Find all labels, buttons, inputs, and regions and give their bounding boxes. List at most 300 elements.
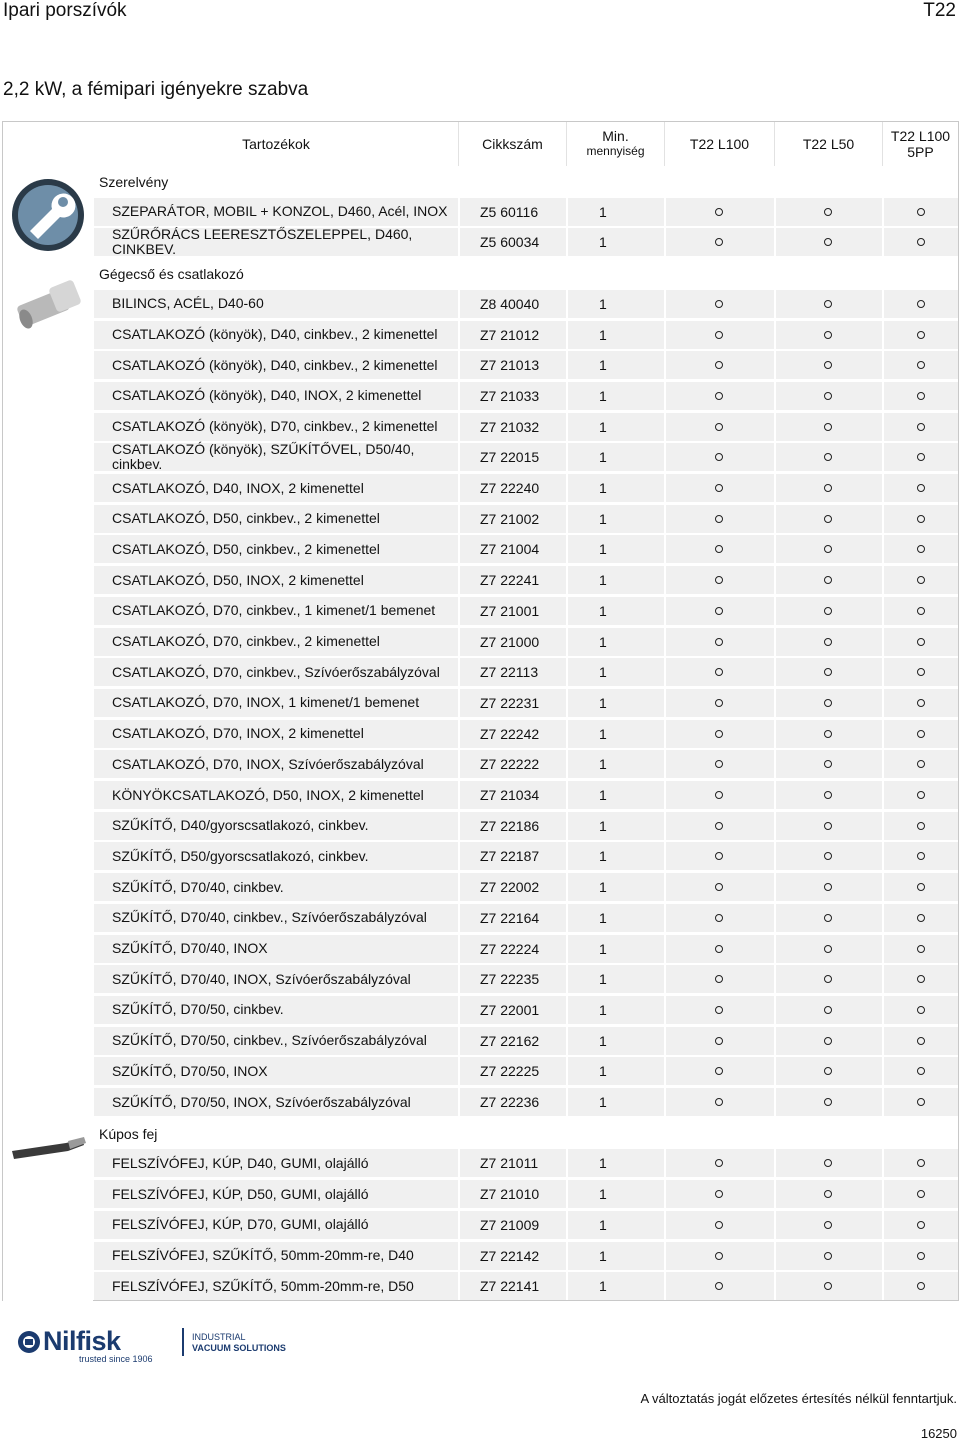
- availability-model-1: [664, 351, 772, 379]
- division-line-2: VACUUM SOLUTIONS: [192, 1343, 286, 1353]
- availability-model-1: [664, 965, 772, 993]
- table-row: [94, 965, 958, 993]
- availability-model-3: [882, 198, 958, 226]
- availability-circle-icon: [824, 300, 832, 308]
- item-code: Z7 21013: [458, 351, 564, 379]
- item-description: SZŰKÍTŐ, D70/50, cinkbev.: [112, 1001, 284, 1018]
- item-min-qty: 1: [566, 658, 662, 686]
- availability-model-2: [774, 1057, 880, 1085]
- item-code: Z7 22002: [458, 873, 564, 901]
- item-code: Z7 21010: [458, 1180, 564, 1208]
- table-row: [94, 413, 958, 441]
- availability-circle-icon: [917, 331, 925, 339]
- availability-circle-icon: [715, 1006, 723, 1014]
- item-description: CSATLAKOZÓ, D70, cinkbev., 2 kimenettel: [112, 633, 380, 649]
- availability-circle-icon: [824, 1190, 832, 1198]
- availability-circle-icon: [824, 730, 832, 738]
- item-min-qty: 1: [566, 597, 662, 625]
- item-min-qty: 1: [566, 750, 662, 778]
- item-description: CSATLAKOZÓ, D70, cinkbev., 1 kimenet/1 bemenet: [112, 602, 436, 619]
- availability-circle-icon: [824, 331, 832, 339]
- availability-circle-icon: [715, 822, 723, 830]
- table-row: [94, 597, 958, 625]
- availability-circle-icon: [715, 423, 723, 431]
- availability-model-3: [882, 1088, 958, 1116]
- availability-model-3: [882, 443, 958, 471]
- availability-model-2: [774, 812, 880, 840]
- availability-circle-icon: [824, 1282, 832, 1290]
- availability-circle-icon: [824, 1006, 832, 1014]
- item-code: Z7 21004: [458, 535, 564, 563]
- item-min-qty: 1: [566, 781, 662, 809]
- availability-model-2: [774, 413, 880, 441]
- item-description: CSATLAKOZÓ (könyök), D40, INOX, 2 kimenettel: [112, 387, 422, 404]
- availability-model-2: [774, 873, 880, 901]
- availability-circle-icon: [824, 576, 832, 584]
- availability-model-1: [664, 382, 772, 410]
- availability-circle-icon: [715, 760, 723, 768]
- availability-model-1: [664, 689, 772, 717]
- availability-circle-icon: [824, 791, 832, 799]
- availability-circle-icon: [917, 1190, 925, 1198]
- availability-circle-icon: [824, 668, 832, 676]
- table-row: [94, 1027, 958, 1055]
- availability-model-2: [774, 198, 880, 226]
- col-model-3: T22 L100 5PP: [882, 122, 958, 166]
- item-description: FELSZÍVÓFEJ, KÚP, D40, GUMI, olajálló: [112, 1154, 369, 1171]
- availability-circle-icon: [715, 883, 723, 891]
- availability-model-2: [774, 1272, 880, 1300]
- item-code: Z7 22141: [458, 1272, 564, 1300]
- table-row: [94, 382, 958, 410]
- item-description: CSATLAKOZÓ, D50, cinkbev., 2 kimenettel: [112, 540, 380, 557]
- table-row: [94, 689, 958, 717]
- item-min-qty: 1: [566, 351, 662, 379]
- table-row: [94, 198, 958, 226]
- availability-circle-icon: [917, 545, 925, 553]
- item-code: Z7 22015: [458, 443, 564, 471]
- availability-circle-icon: [824, 914, 832, 922]
- item-description: BILINCS, ACÉL, D40-60: [112, 295, 264, 312]
- availability-circle-icon: [824, 423, 832, 431]
- item-min-qty: 1: [566, 628, 662, 656]
- availability-circle-icon: [715, 945, 723, 953]
- availability-circle-icon: [715, 730, 723, 738]
- col-code: Cikkszám: [458, 122, 566, 166]
- availability-model-2: [774, 996, 880, 1024]
- availability-circle-icon: [715, 331, 723, 339]
- availability-model-2: [774, 689, 880, 717]
- item-min-qty: 1: [566, 965, 662, 993]
- availability-circle-icon: [715, 1037, 723, 1045]
- item-description: CSATLAKOZÓ, D50, INOX, 2 kimenettel: [112, 571, 364, 588]
- availability-circle-icon: [715, 576, 723, 584]
- category-row: [94, 259, 958, 287]
- table-row: [94, 290, 958, 318]
- item-min-qty: 1: [566, 382, 662, 410]
- disclaimer-note: A változtatás jogát előzetes értesítés nélkül fenntartjuk.: [640, 1391, 957, 1406]
- availability-model-2: [774, 1149, 880, 1177]
- availability-circle-icon: [824, 484, 832, 492]
- availability-circle-icon: [715, 361, 723, 369]
- availability-model-3: [882, 1180, 958, 1208]
- item-code: Z7 22240: [458, 474, 564, 502]
- availability-circle-icon: [917, 1159, 925, 1167]
- division-line-1: INDUSTRIAL: [192, 1332, 246, 1342]
- availability-model-2: [774, 597, 880, 625]
- connector-image: [3, 259, 93, 1119]
- section-title: Ipari porszívók: [3, 0, 127, 21]
- availability-circle-icon: [715, 914, 723, 922]
- availability-model-1: [664, 1057, 772, 1085]
- availability-circle-icon: [917, 576, 925, 584]
- availability-model-3: [882, 505, 958, 533]
- page-number: 16250: [920, 1426, 957, 1441]
- item-description: SZŰKÍTŐ, D70/50, INOX, Szívóerőszabályzóval: [112, 1093, 411, 1110]
- item-min-qty: 1: [566, 904, 662, 932]
- availability-circle-icon: [824, 1037, 832, 1045]
- item-min-qty: 1: [566, 566, 662, 594]
- item-description: SZŰKÍTŐ, D70/40, cinkbev.: [112, 878, 284, 895]
- availability-model-1: [664, 1242, 772, 1270]
- availability-model-2: [774, 321, 880, 349]
- availability-model-2: [774, 382, 880, 410]
- availability-circle-icon: [715, 791, 723, 799]
- availability-circle-icon: [824, 208, 832, 216]
- availability-model-2: [774, 1242, 880, 1270]
- availability-model-2: [774, 443, 880, 471]
- availability-circle-icon: [715, 1190, 723, 1198]
- availability-model-3: [882, 1272, 958, 1300]
- availability-circle-icon: [917, 484, 925, 492]
- item-description: CSATLAKOZÓ (könyök), D70, cinkbev., 2 kimenettel: [112, 418, 438, 435]
- availability-circle-icon: [917, 1098, 925, 1106]
- availability-circle-icon: [715, 208, 723, 216]
- availability-circle-icon: [824, 392, 832, 400]
- availability-circle-icon: [917, 361, 925, 369]
- page-subtitle: 2,2 kW, a fémipari igényekre szabva: [3, 79, 309, 100]
- item-min-qty: 1: [566, 1027, 662, 1055]
- availability-model-1: [664, 1180, 772, 1208]
- availability-model-1: [664, 413, 772, 441]
- availability-circle-icon: [917, 914, 925, 922]
- availability-model-1: [664, 443, 772, 471]
- item-code: Z7 22236: [458, 1088, 564, 1116]
- availability-model-1: [664, 1149, 772, 1177]
- availability-circle-icon: [715, 238, 723, 246]
- item-description: SZŰKÍTŐ, D70/40, cinkbev., Szívóerőszabályzóval: [112, 909, 427, 926]
- item-description: CSATLAKOZÓ, D70, INOX, 2 kimenettel: [112, 725, 364, 742]
- availability-circle-icon: [715, 607, 723, 615]
- top-bar: [0, 0, 960, 22]
- availability-circle-icon: [824, 1067, 832, 1075]
- availability-circle-icon: [715, 1159, 723, 1167]
- table-row: [94, 351, 958, 379]
- table-row: [94, 1149, 958, 1177]
- availability-circle-icon: [917, 975, 925, 983]
- table-row: [94, 566, 958, 594]
- item-min-qty: 1: [566, 1272, 662, 1300]
- item-code: Z7 22235: [458, 965, 564, 993]
- item-code: Z7 21009: [458, 1211, 564, 1239]
- item-code: Z7 22001: [458, 996, 564, 1024]
- availability-model-3: [882, 566, 958, 594]
- logo-text: Nilfisk: [43, 1326, 121, 1356]
- availability-model-3: [882, 996, 958, 1024]
- availability-circle-icon: [917, 638, 925, 646]
- availability-model-1: [664, 935, 772, 963]
- availability-circle-icon: [824, 822, 832, 830]
- availability-circle-icon: [715, 1221, 723, 1229]
- availability-model-3: [882, 382, 958, 410]
- availability-circle-icon: [824, 975, 832, 983]
- item-code: Z7 21001: [458, 597, 564, 625]
- item-description: SZŰKÍTŐ, D70/50, INOX: [112, 1062, 268, 1079]
- item-description: FELSZÍVÓFEJ, SZŰKÍTŐ, 50mm-20mm-re, D50: [112, 1277, 414, 1294]
- item-description: CSATLAKOZÓ, D50, cinkbev., 2 kimenettel: [112, 510, 380, 527]
- table-row: [94, 505, 958, 533]
- item-min-qty: 1: [566, 1211, 662, 1239]
- availability-model-3: [882, 750, 958, 778]
- item-min-qty: 1: [566, 321, 662, 349]
- item-code: Z7 22231: [458, 689, 564, 717]
- availability-model-2: [774, 1088, 880, 1116]
- availability-circle-icon: [824, 1221, 832, 1229]
- availability-model-2: [774, 842, 880, 870]
- availability-model-3: [882, 1027, 958, 1055]
- item-min-qty: 1: [566, 413, 662, 441]
- availability-model-3: [882, 812, 958, 840]
- item-code: Z7 21000: [458, 628, 564, 656]
- item-min-qty: 1: [566, 1242, 662, 1270]
- availability-model-3: [882, 228, 958, 256]
- availability-model-2: [774, 1211, 880, 1239]
- availability-model-1: [664, 812, 772, 840]
- availability-circle-icon: [917, 699, 925, 707]
- col-min-qty-line1: Min.: [602, 128, 629, 144]
- availability-circle-icon: [917, 730, 925, 738]
- availability-circle-icon: [917, 1006, 925, 1014]
- item-min-qty: 1: [566, 996, 662, 1024]
- availability-model-1: [664, 1211, 772, 1239]
- availability-circle-icon: [824, 699, 832, 707]
- availability-model-1: [664, 1027, 772, 1055]
- availability-circle-icon: [715, 1098, 723, 1106]
- availability-circle-icon: [824, 361, 832, 369]
- availability-model-3: [882, 935, 958, 963]
- item-min-qty: 1: [566, 443, 662, 471]
- availability-model-2: [774, 781, 880, 809]
- table-row: [94, 904, 958, 932]
- table-row: [94, 628, 958, 656]
- table-row: [94, 1180, 958, 1208]
- availability-circle-icon: [824, 1252, 832, 1260]
- availability-model-1: [664, 628, 772, 656]
- table-row: [94, 658, 958, 686]
- item-min-qty: 1: [566, 228, 662, 256]
- availability-circle-icon: [917, 238, 925, 246]
- table-row: [94, 1242, 958, 1270]
- category-row: [94, 1119, 958, 1147]
- availability-model-2: [774, 720, 880, 748]
- col-accessories: Tartozékok: [242, 136, 310, 152]
- availability-model-3: [882, 781, 958, 809]
- availability-circle-icon: [715, 699, 723, 707]
- item-description: FELSZÍVÓFEJ, KÚP, D50, GUMI, olajálló: [112, 1185, 369, 1202]
- item-code: Z7 21034: [458, 781, 564, 809]
- item-description: SZŰKÍTŐ, D70/40, INOX, Szívóerőszabályzóval: [112, 970, 411, 987]
- table-row: [94, 443, 958, 471]
- item-description: FELSZÍVÓFEJ, KÚP, D70, GUMI, olajálló: [112, 1216, 369, 1233]
- availability-model-3: [882, 290, 958, 318]
- category-label: Szerelvény: [99, 174, 169, 190]
- availability-model-3: [882, 842, 958, 870]
- availability-circle-icon: [715, 1282, 723, 1290]
- item-min-qty: 1: [566, 535, 662, 563]
- availability-circle-icon: [824, 607, 832, 615]
- availability-circle-icon: [824, 238, 832, 246]
- table-row: [94, 750, 958, 778]
- availability-model-2: [774, 228, 880, 256]
- availability-circle-icon: [917, 208, 925, 216]
- availability-circle-icon: [824, 883, 832, 891]
- availability-circle-icon: [917, 791, 925, 799]
- availability-circle-icon: [715, 852, 723, 860]
- item-min-qty: 1: [566, 1057, 662, 1085]
- item-code: Z7 22224: [458, 935, 564, 963]
- availability-model-3: [882, 658, 958, 686]
- availability-circle-icon: [715, 515, 723, 523]
- availability-circle-icon: [917, 945, 925, 953]
- availability-model-2: [774, 935, 880, 963]
- availability-model-2: [774, 474, 880, 502]
- item-code: Z7 21002: [458, 505, 564, 533]
- availability-circle-icon: [917, 822, 925, 830]
- availability-circle-icon: [917, 760, 925, 768]
- availability-model-2: [774, 658, 880, 686]
- table-row: [94, 781, 958, 809]
- availability-circle-icon: [715, 392, 723, 400]
- availability-circle-icon: [715, 484, 723, 492]
- availability-model-3: [882, 321, 958, 349]
- availability-model-2: [774, 628, 880, 656]
- availability-model-3: [882, 535, 958, 563]
- item-description: CSATLAKOZÓ (könyök), SZŰKÍTŐVEL, D50/40, cinkbev.: [112, 441, 415, 473]
- availability-circle-icon: [824, 1159, 832, 1167]
- category-label: Kúpos fej: [99, 1125, 158, 1142]
- item-code: Z7 22222: [458, 750, 564, 778]
- availability-model-1: [664, 904, 772, 932]
- availability-model-2: [774, 351, 880, 379]
- availability-circle-icon: [917, 1037, 925, 1045]
- wrench-icon: [3, 167, 93, 259]
- availability-model-2: [774, 535, 880, 563]
- item-min-qty: 1: [566, 935, 662, 963]
- item-min-qty: 1: [566, 1180, 662, 1208]
- item-code: Z7 22142: [458, 1242, 564, 1270]
- table-row: [94, 720, 958, 748]
- item-code: Z7 22186: [458, 812, 564, 840]
- availability-model-1: [664, 290, 772, 318]
- availability-model-1: [664, 750, 772, 778]
- item-description: FELSZÍVÓFEJ, SZŰKÍTŐ, 50mm-20mm-re, D40: [112, 1247, 414, 1263]
- availability-circle-icon: [917, 423, 925, 431]
- col-min-qty-line2: mennyiség: [586, 144, 645, 158]
- availability-model-3: [882, 965, 958, 993]
- availability-circle-icon: [824, 760, 832, 768]
- availability-circle-icon: [824, 545, 832, 553]
- table-row: [94, 873, 958, 901]
- availability-circle-icon: [715, 453, 723, 461]
- item-description: SZŰKÍTŐ, D40/gyorscsatlakozó, cinkbev.: [112, 817, 369, 834]
- availability-circle-icon: [917, 1282, 925, 1290]
- availability-model-2: [774, 750, 880, 778]
- availability-model-1: [664, 566, 772, 594]
- availability-model-1: [664, 842, 772, 870]
- availability-model-3: [882, 720, 958, 748]
- availability-circle-icon: [824, 638, 832, 646]
- col-min-qty: [566, 122, 664, 166]
- table-row: [94, 996, 958, 1024]
- item-min-qty: 1: [566, 290, 662, 318]
- item-description: KÖNYÖKCSATLAKOZÓ, D50, INOX, 2 kimenettel: [112, 786, 424, 803]
- item-code: Z7 22225: [458, 1057, 564, 1085]
- item-description: SZEPARÁTOR, MOBIL + KONZOL, D460, Acél, INOX: [112, 203, 448, 220]
- col-model-1: T22 L100: [664, 122, 774, 166]
- accessories-table: [2, 121, 959, 1301]
- item-code: Z7 22113: [458, 658, 564, 686]
- table-row: [94, 535, 958, 563]
- table-row: [94, 228, 958, 256]
- availability-circle-icon: [715, 668, 723, 676]
- availability-model-1: [664, 474, 772, 502]
- availability-model-3: [882, 597, 958, 625]
- availability-model-1: [664, 198, 772, 226]
- item-description: CSATLAKOZÓ, D40, INOX, 2 kimenettel: [112, 479, 364, 496]
- availability-circle-icon: [715, 975, 723, 983]
- item-code: Z7 21033: [458, 382, 564, 410]
- item-code: Z7 22164: [458, 904, 564, 932]
- availability-model-2: [774, 290, 880, 318]
- logo-tagline: trusted since 1906: [79, 1354, 153, 1364]
- item-code: Z8 40040: [458, 290, 564, 318]
- availability-model-3: [882, 628, 958, 656]
- item-description: SZŰKÍTŐ, D50/gyorscsatlakozó, cinkbev.: [112, 847, 369, 864]
- item-description: CSATLAKOZÓ, D70, INOX, Szívóerőszabályzóval: [112, 755, 424, 772]
- availability-circle-icon: [715, 1252, 723, 1260]
- availability-model-1: [664, 1272, 772, 1300]
- table-row: [94, 321, 958, 349]
- item-description: SZŰKÍTŐ, D70/50, cinkbev., Szívóerőszabályzóval: [112, 1032, 427, 1049]
- availability-model-2: [774, 965, 880, 993]
- item-min-qty: 1: [566, 842, 662, 870]
- availability-circle-icon: [917, 668, 925, 676]
- model-title: T22: [923, 0, 956, 21]
- availability-model-3: [882, 689, 958, 717]
- item-min-qty: 1: [566, 689, 662, 717]
- availability-model-1: [664, 228, 772, 256]
- availability-circle-icon: [824, 515, 832, 523]
- item-min-qty: 1: [566, 505, 662, 533]
- availability-model-3: [882, 1242, 958, 1270]
- availability-model-2: [774, 1027, 880, 1055]
- item-code: Z7 22242: [458, 720, 564, 748]
- item-code: Z5 60116: [458, 198, 564, 226]
- item-description: SZŰKÍTŐ, D70/40, INOX: [112, 940, 268, 956]
- availability-circle-icon: [917, 1067, 925, 1075]
- item-code: Z7 22187: [458, 842, 564, 870]
- availability-circle-icon: [917, 453, 925, 461]
